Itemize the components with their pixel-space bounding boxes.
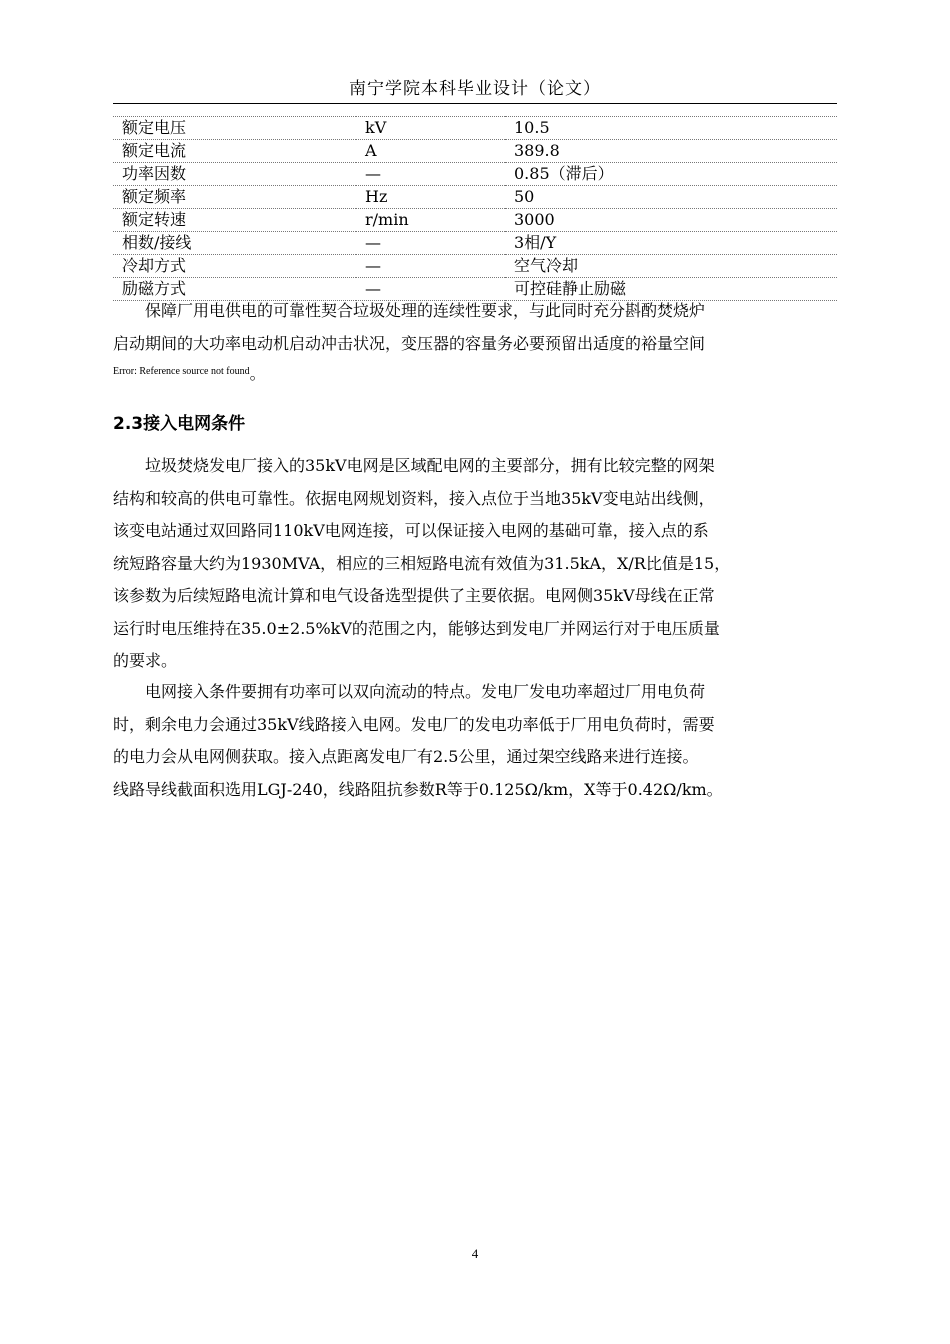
- spec-unit-cell: —: [356, 278, 505, 301]
- reference-error-text: Error: Reference source not found: [113, 366, 250, 377]
- section-heading: 2.3接入电网条件: [113, 414, 246, 434]
- spec-param-cell: 额定频率: [113, 186, 356, 209]
- spec-unit-cell: —: [356, 232, 505, 255]
- paragraph-line: 线路导线截面积选用LGJ-240，线路阻抗参数R等于0.125Ω/km，X等于0.42Ω/km。: [113, 779, 723, 799]
- spec-value-cell: 空气冷却: [505, 255, 837, 278]
- spec-param-cell: 额定电流: [113, 140, 356, 163]
- paragraph-line: 的要求。: [113, 651, 178, 670]
- header-divider: [113, 103, 837, 104]
- spec-unit-cell: —: [356, 255, 505, 278]
- spec-value-cell: 3000: [505, 209, 837, 232]
- spec-param-cell: 冷却方式: [113, 255, 356, 278]
- paragraph-line: 电网接入条件要拥有功率可以双向流动的特点。发电厂发电功率超过厂用电负荷: [145, 682, 706, 701]
- paragraph-line: 启动期间的大功率电动机启动冲击状况，变压器的容量务必要预留出适度的裕量空间: [113, 333, 706, 353]
- paragraph-line: 统短路容量大约为1930MVA，相应的三相短路电流有效值为31.5kA，X/R比值是15，: [113, 553, 731, 573]
- paragraph-line: 垃圾焚烧发电厂接入的35kV电网是区域配电网的主要部分，拥有比较完整的网架: [145, 456, 715, 475]
- paragraph-line: 该参数为后续短路电流计算和电气设备选型提供了主要依据。电网侧35kV母线在正常: [113, 586, 715, 605]
- spec-value-cell: 10.5: [505, 117, 837, 140]
- paragraph-line: 运行时电压维持在35.0±2.5%kV的范围之内，能够达到发电厂并网运行对于电压质量: [113, 618, 720, 638]
- spec-value-cell: 可控硅静止励磁: [505, 278, 837, 301]
- generator-spec-table: [113, 116, 837, 301]
- spec-unit-cell: —: [356, 163, 505, 186]
- spec-unit-cell: Hz: [356, 186, 505, 209]
- reference-error: [113, 363, 266, 383]
- spec-table-row: [113, 255, 837, 278]
- spec-table-row: [113, 163, 837, 186]
- spec-table-row: [113, 209, 837, 232]
- spec-param-cell: 额定转速: [113, 209, 356, 232]
- page-header-title: 南宁学院本科毕业设计（论文）: [349, 79, 601, 99]
- spec-value-cell: 0.85（滞后）: [505, 163, 837, 186]
- paragraph-power-flow: [113, 676, 837, 806]
- spec-value-cell: 50: [505, 186, 837, 209]
- spec-table-row: [113, 140, 837, 163]
- paragraph-capacity-margin: [113, 295, 837, 360]
- spec-param-cell: 额定电压: [113, 117, 356, 140]
- spec-table-row: [113, 117, 837, 140]
- spec-value-cell: 3相/Y: [505, 232, 837, 255]
- spec-unit-cell: kV: [356, 117, 505, 140]
- spec-param-cell: 励磁方式: [113, 278, 356, 301]
- spec-unit-cell: A: [356, 140, 505, 163]
- paragraph-line: 该变电站通过双回路同110kV电网连接，可以保证接入电网的基础可靠，接入点的系: [113, 521, 709, 540]
- page-number: 4: [471, 1246, 479, 1261]
- paragraph-line: 的电力会从电网侧获取。接入点距离发电厂有2.5公里，通过架空线路来进行连接。: [113, 747, 699, 766]
- spec-table-row: [113, 232, 837, 255]
- spec-param-cell: 功率因数: [113, 163, 356, 186]
- spec-value-cell: 389.8: [505, 140, 837, 163]
- paragraph-line: 结构和较高的供电可靠性。依据电网规划资料，接入点位于当地35kV变电站出线侧，: [113, 488, 715, 508]
- sentence-end-punct: 。: [249, 366, 266, 383]
- spec-table-row: [113, 186, 837, 209]
- paragraph-grid-conditions: [113, 450, 837, 678]
- spec-unit-cell: r/min: [356, 209, 505, 232]
- paragraph-line: 保障厂用电供电的可靠性契合垃圾处理的连续性要求，与此同时充分斟酌焚烧炉: [145, 301, 706, 320]
- paragraph-line: 时，剩余电力会通过35kV线路接入电网。发电厂的发电功率低于厂用电负荷时，需要: [113, 714, 715, 734]
- spec-param-cell: 相数/接线: [113, 232, 356, 255]
